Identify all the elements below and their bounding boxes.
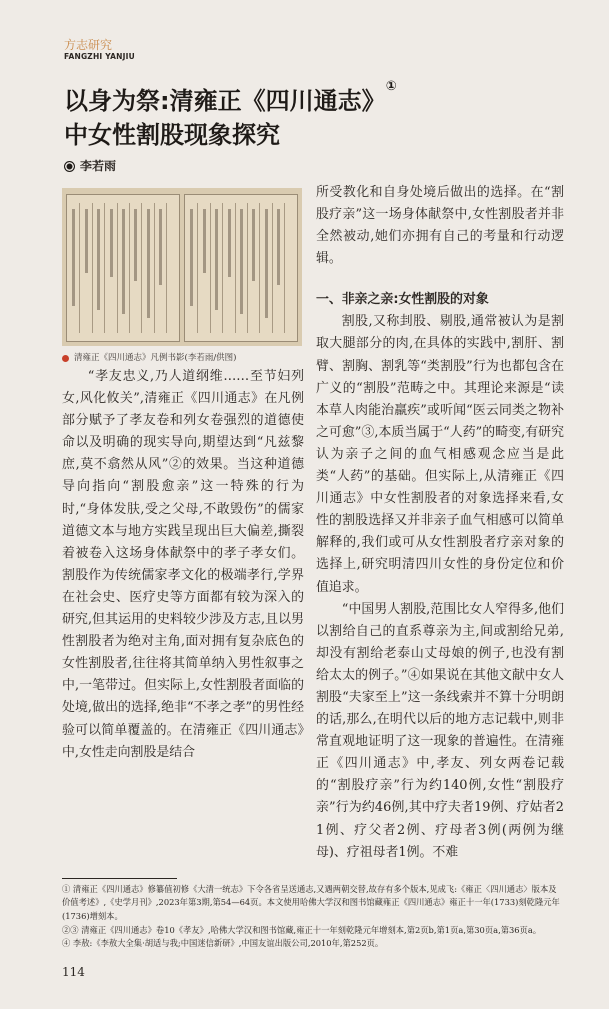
column-rule: [141, 203, 142, 333]
column-rule: [259, 203, 260, 333]
printed-text-column: [97, 209, 100, 310]
author-byline: [64, 158, 564, 174]
column-rule: [272, 203, 273, 333]
right-column: [316, 182, 564, 864]
book-page-right: [184, 194, 298, 342]
footnote: ②③ 清雍正《四川通志》卷10《孝友》,哈佛大学汉和图书馆藏,雍正十一年刻乾隆元年增刻本,第2页b,第1页a,第30页a,第36页a。: [62, 924, 542, 935]
figure-caption: [62, 352, 304, 364]
section-label: 方志研究: [64, 38, 113, 52]
printed-text-column: [72, 209, 75, 306]
caption-text: 清雍正《四川通志》凡例书影(李若雨/供图): [74, 353, 237, 363]
printed-text-column: [277, 209, 280, 285]
printed-text-column: [240, 209, 243, 314]
title-line-1: 以身为祭:清雍正《四川通志》: [64, 87, 386, 115]
article-title: [64, 79, 564, 152]
column-rule: [129, 203, 130, 333]
printed-text-column: [215, 209, 218, 310]
footnotes: [62, 883, 562, 951]
printed-text-column: [190, 209, 193, 306]
book-page-left: [66, 194, 180, 342]
printed-text-column: [265, 209, 268, 318]
column-rule: [197, 203, 198, 333]
column-rule: [92, 203, 93, 333]
printed-text-column: [252, 209, 255, 281]
column-rule: [104, 203, 105, 333]
printed-text-column: [134, 209, 137, 281]
column-rule: [166, 203, 167, 333]
title-line-2: 中女性割股现象探究: [64, 121, 280, 149]
footnote: ④ 李敖:《李敖大全集·胡适与我;中国迷信新研》,中国友谊出版公司,2010年,第252页。: [62, 938, 384, 949]
printed-text-column: [203, 209, 206, 273]
book-page-photo: [62, 188, 302, 346]
printed-text-column: [147, 209, 150, 318]
left-column-wrap: [62, 188, 304, 764]
printed-text-column: [228, 209, 231, 277]
column-rule: [235, 203, 236, 333]
author-name: 李若雨: [80, 159, 117, 173]
column-rule: [210, 203, 211, 333]
section-heading: 一、非亲之亲:女性割股的对象: [316, 292, 489, 308]
body-paragraph: “中国男人割股,范围比女人窄得多,他们以割给自己的直系尊亲为主,间或割给兄弟,却没有割给老泰山丈母娘的例子,也没有割给太太的例子。”④如果说在其他文献中女人割股“夫家至上”这一条线索并不算十分明朗的话,那么,在明代以后的地方志记载中,则非常直观地证明了这一现象的普遍性。在清雍正《四川通志》中,孝友、列女两卷记载的“割股疗亲”行为约140例,女性“割股疗亲”行为约46例,其中疗夫者19例、疗姑者21例、疗父者2例、疗母者3例(两例为继母)、疗祖母者1例。不难: [316, 601, 564, 860]
caption-dot-icon: [62, 355, 69, 362]
footnote: ① 清雍正《四川通志》修纂值初修《大清一统志》下令各省呈送通志,又遇两朝交替,故存有多个版本,见成飞:《雍正〈四川通志〉版本及价值考述》,《史学月刊》,2023年第3期,第54—64页。本文使用哈佛大学汉和图书馆藏雍正《四川通志》雍正十一年(1733)刻乾隆元年(1736)增刻本。: [62, 883, 560, 921]
printed-text-column: [159, 209, 162, 285]
column-rule: [222, 203, 223, 333]
page-number: 114: [62, 964, 85, 979]
printed-text-column: [122, 209, 125, 314]
column-rule: [284, 203, 285, 333]
left-column: [62, 366, 304, 764]
bullet-icon: [64, 161, 75, 172]
body-paragraph: 割股,又称刲股、剔股,通常被认为是割取大腿部分的肉,在具体的实践中,割肝、割臂、割胸、割乳等“类割股”行为也都包含在广义的“割股”范畴之中。其理论来源是“读本草人肉能治羸疾”或听闻“医云同类之物补之可愈”③,本质当属于“人药”的畸变,有研究认为亲子之间的血气相感观念应当是此类“人药”的基础。但实际上,从清雍正《四川通志》中女性割股者的对象选择来看,女性的割股选择又并非亲子血气相感可以简单解释的,我们或可从女性割股者疗亲对象的选择上,研究明清四川女性的身份定位和价值追求。: [316, 314, 564, 595]
body-columns: [62, 185, 564, 864]
printed-text-column: [110, 209, 113, 277]
title-footnote-marker: ①: [385, 79, 397, 94]
column-rule: [247, 203, 248, 333]
printed-text-column: [85, 209, 88, 273]
body-paragraph: “孝友忠义,乃人道纲维……至节妇列女,风化攸关”,清雍正《四川通志》在凡例部分赋予了孝友卷和列女卷强烈的道德使命以及明确的现实导向,期望达到“凡兹黎庶,莫不翕然从风”②的效果。当这种道德导向指向“割股愈亲”这一特殊的行为时,“身体发肤,受之父母,不敢毁伤”的儒家道德文本与地方实践呈现出巨大偏差,撕裂着被卷入这场身体献祭中的孝子孝女们。割股作为传统儒家孝文化的极端孝行,学界在社会史、医疗史等方面都有较为深入的研究,但其运用的史料较少涉及方志,且以男性割股者为绝对主角,面对拥有复杂底色的女性割股者,往往将其简单纳入男性叙事之中,一笔带过。但实际上,女性割股者面临的处境,做出的选择,绝非“不孝之孝”的男性经验可以简单覆盖的。在清雍正《四川通志》中,女性走向割股是结合: [62, 369, 304, 760]
footnote-divider: [62, 878, 177, 879]
body-paragraph-continued: 所受教化和自身处境后做出的选择。在“割股疗亲”这一场身体献祭中,女性割股者并非全然被动,她们亦拥有自己的考量和行动逻辑。: [316, 185, 564, 267]
column-rule: [117, 203, 118, 333]
column-rule: [79, 203, 80, 333]
column-rule: [154, 203, 155, 333]
section-label-pinyin: FANGZHI YANJIU: [64, 52, 135, 61]
